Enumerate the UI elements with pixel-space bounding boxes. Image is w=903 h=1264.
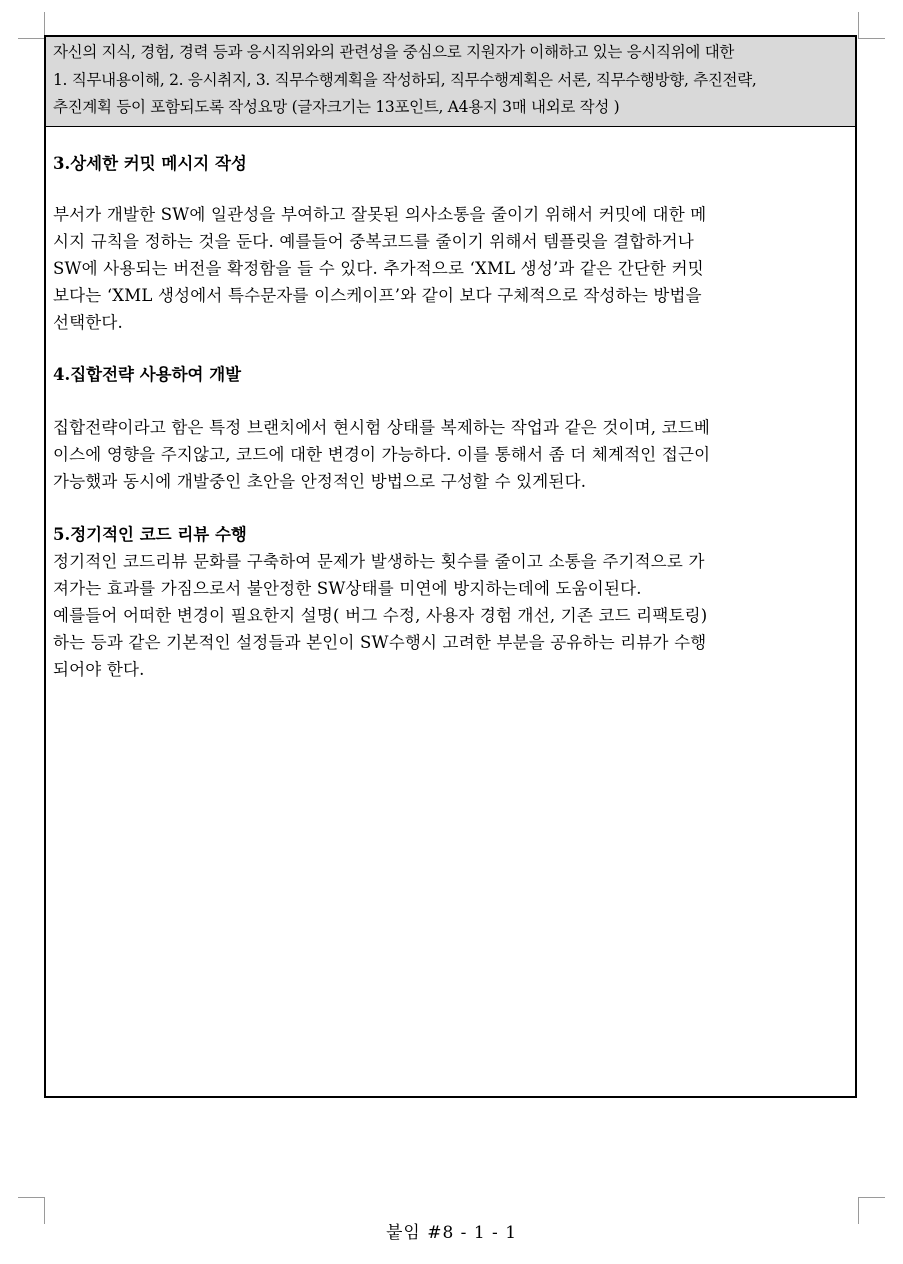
paragraph-line: 집합전략이라고 함은 특정 브랜치에서 현시험 상태를 복제하는 작업과 같은 것이며, 코드베 <box>53 418 711 437</box>
section-body-branch-strategy <box>53 414 847 495</box>
paragraph-line: 예를들어 어떠한 변경이 필요한지 설명( 버그 수정, 사용자 경험 개선, 기존 코드 리팩토링) <box>53 606 708 625</box>
section-body-code-review <box>53 548 847 683</box>
instruction-line: 1. 직무내용이해, 2. 응시취지, 3. 직무수행계획을 작성하되, 직무수행계획은 서론, 직무수행방향, 추진전략, <box>53 70 757 89</box>
crop-mark-top-right <box>858 12 885 39</box>
section-body-commit-message <box>53 201 847 336</box>
section-title-code-review: 5.정기적인 코드 리뷰 수행 <box>53 525 247 544</box>
document-frame <box>44 35 857 1098</box>
section-title-commit-message: 3.상세한 커밋 메시지 작성 <box>53 154 247 173</box>
crop-mark-top-left <box>18 12 45 39</box>
paragraph-line: 되어야 한다. <box>53 660 145 679</box>
instruction-line: 자신의 지식, 경험, 경력 등과 응시직위와의 관련성을 중심으로 지원자가 이해하고 있는 응시직위에 대한 <box>53 43 735 61</box>
paragraph-line: 시지 규칙을 정하는 것을 둔다. 예를들어 중복코드를 줄이기 위해서 템플릿을 결합하거나 <box>53 232 694 251</box>
paragraph-line: SW에 사용되는 버전을 확정함을 들 수 있다. 추가적으로 ‘XML 생성’과 같은 간단한 커밋 <box>53 259 704 278</box>
paragraph-line: 가능했과 동시에 개발중인 초안을 안정적인 방법으로 구성할 수 있게된다. <box>53 472 587 491</box>
section-title-branch-strategy: 4.집합전략 사용하여 개발 <box>53 365 242 384</box>
paragraph-line: 이스에 영향을 주지않고, 코드에 대한 변경이 가능하다. 이를 통해서 좀 더 체계적인 접근이 <box>53 445 711 464</box>
document-body <box>46 127 855 683</box>
page-number-label: 붙임 #8 - 1 - 1 <box>385 1223 518 1243</box>
paragraph-line: 져가는 효과를 가짐으로서 불안정한 SW상태를 미연에 방지하는데에 도움이된다. <box>53 579 642 598</box>
paragraph-line: 선택한다. <box>53 313 124 332</box>
paragraph-line: 부서가 개발한 SW에 일관성을 부여하고 잘못된 의사소통을 줄이기 위해서 커밋에 대한 메 <box>53 205 707 224</box>
paragraph-line: 보다는 ‘XML 생성에서 특수문자를 이스케이프’와 같이 보다 구체적으로 작성하는 방법을 <box>53 286 702 305</box>
paragraph-line: 정기적인 코드리뷰 문화를 구축하여 문제가 발생하는 횟수를 줄이고 소통을 주기적으로 가 <box>53 552 705 571</box>
paragraph-line: 하는 등과 같은 기본적인 설정들과 본인이 SW수행시 고려한 부분을 공유하는 리뷰가 수행 <box>53 633 707 652</box>
instruction-box <box>46 37 855 127</box>
instruction-line: 추진계획 등이 포함되도록 작성요망 (글자크기는 13포인트, A4용지 3매 내외로 작성 ) <box>53 98 620 116</box>
